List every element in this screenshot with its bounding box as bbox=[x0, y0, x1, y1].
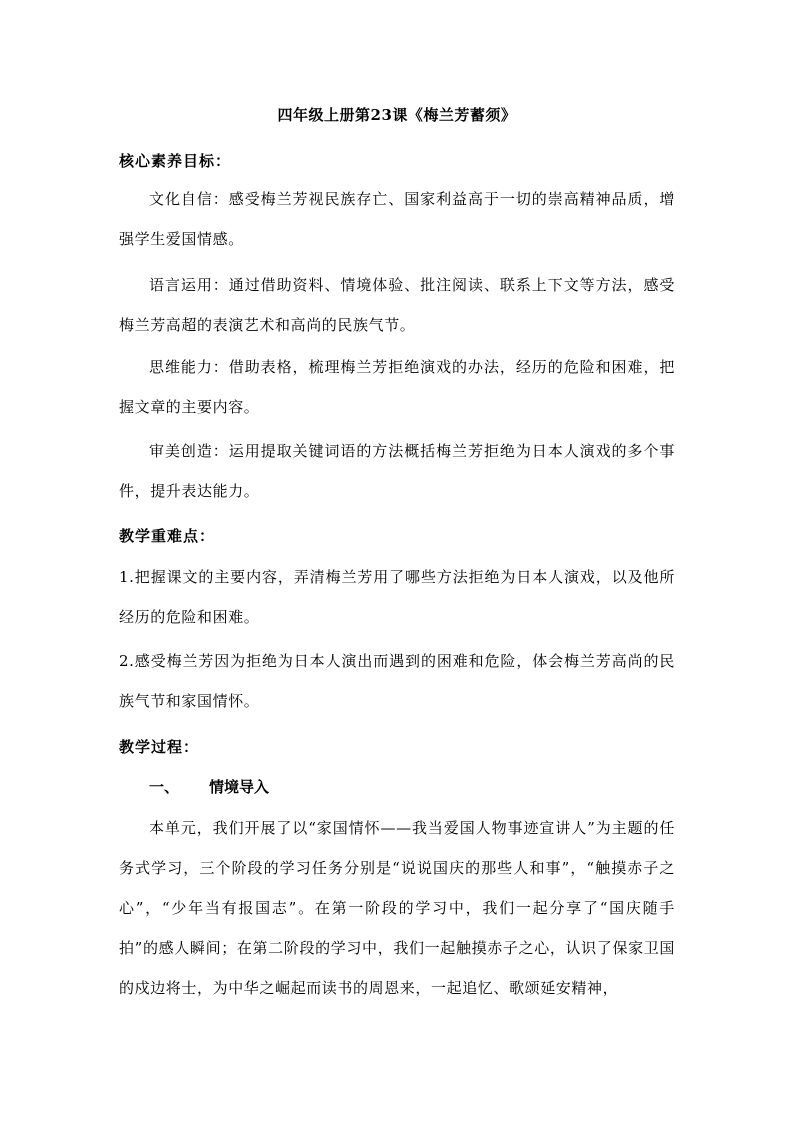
section-1-number: 一、 bbox=[149, 778, 180, 796]
section-1-title: 情境导入 bbox=[209, 778, 270, 796]
key-point-2: 2.感受梅兰芳因为拒绝为日本人演出而遇到的困难和危险，体会梅兰芳高尚的民族气节和家国情怀。 bbox=[119, 652, 675, 710]
core-goal-thinking: 思维能力：借助表格，梳理梅兰芳拒绝演戏的办法，经历的危险和困难，把握文章的主要内容。 bbox=[119, 358, 675, 416]
process-heading: 教学过程： bbox=[119, 738, 200, 756]
section-1-paragraph: 本单元，我们开展了以“家国情怀——我当爱国人物事迹宣讲人”为主题的任务式学习，三个阶段的学习任务分别是“说说国庆的那些人和事”，“触摸赤子之心”，“少年当有报国志”。在第一阶段的学习中，我们一起分享了“国庆随手拍”的感人瞬间；在第二阶段的学习中，我们一起触摸赤子之心，认识了保家卫国的戍边将士，为中华之崛起而读书的周恩来，一起追忆、歌颂延安精神， bbox=[119, 819, 675, 997]
core-goal-language: 语言运用：通过借助资料、情境体验、批注阅读、联系上下文等方法，感受梅兰芳高超的表演艺术和高尚的民族气节。 bbox=[119, 276, 675, 334]
section-1-heading bbox=[149, 776, 269, 798]
core-goals-heading: 核心素养目标： bbox=[119, 152, 232, 170]
key-points-heading: 教学重难点： bbox=[119, 527, 216, 545]
document-title: 四年级上册第23课《梅兰芳蓄须》 bbox=[277, 106, 517, 124]
core-goal-culture: 文化自信：感受梅兰芳视民族存亡、国家利益高于一切的崇高精神品质，增强学生爱国情感。 bbox=[119, 190, 675, 248]
key-point-1: 1.把握课文的主要内容，弄清梅兰芳用了哪些方法拒绝为日本人演戏，以及他所经历的危险和困难。 bbox=[119, 568, 675, 626]
core-goal-aesthetic: 审美创造：运用提取关键词语的方法概括梅兰芳拒绝为日本人演戏的多个事件，提升表达能力。 bbox=[119, 442, 675, 500]
